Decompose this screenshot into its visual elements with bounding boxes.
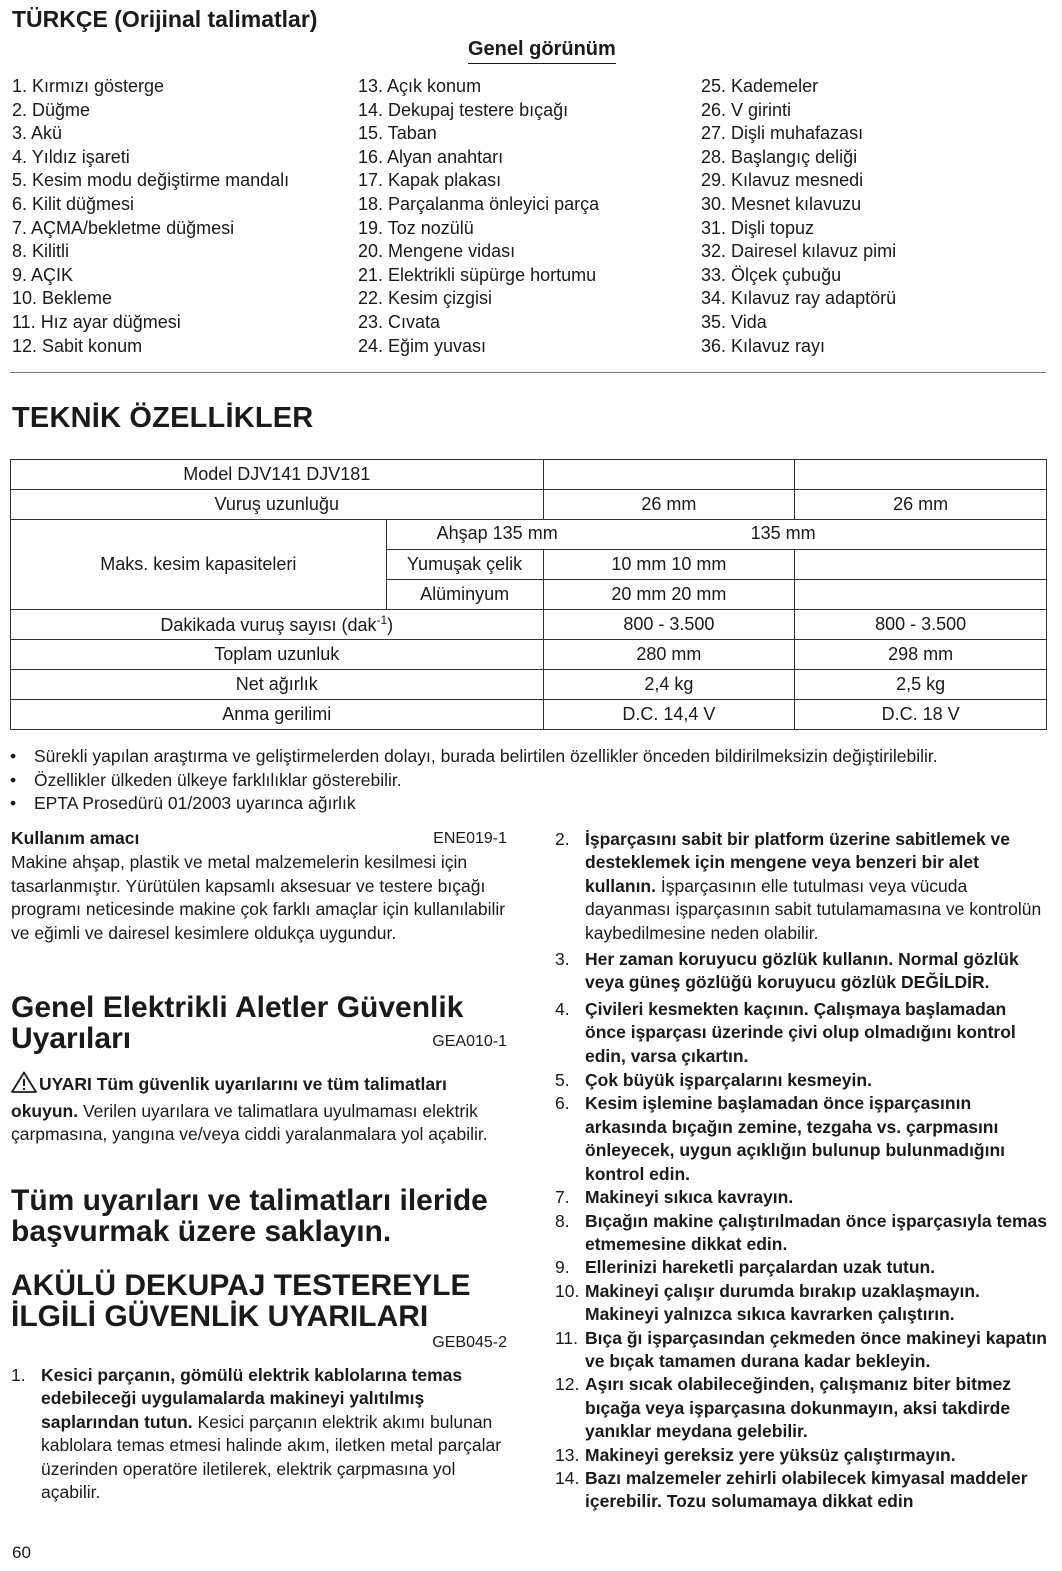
item-number: 10. — [555, 1280, 580, 1301]
list-item: 2. Düğme — [12, 99, 91, 120]
list-item: 20. Mengene vidası — [358, 241, 516, 262]
table-cell: 800 - 3.500 — [543, 610, 795, 640]
item-text: İşparçasının elle tutulması veya vücuda dayanması işparçasının sabit tutulamamasına ve kontrolün kaybedilmesine neden olabilir. — [585, 875, 1042, 943]
table-cell — [795, 550, 1047, 580]
parts-list-column-2 — [358, 75, 599, 358]
item-number: 5. — [555, 1070, 570, 1091]
table-row — [11, 640, 1047, 670]
safety-item — [555, 1467, 1050, 1514]
jigsaw-safety-section — [11, 1270, 507, 1504]
table-cell: 26 mm — [795, 490, 1047, 520]
general-safety-section — [11, 992, 507, 1147]
aluminium-label: Alüminyum — [386, 580, 543, 610]
list-item: 13. Açık konum — [358, 76, 482, 96]
list-item — [10, 769, 938, 793]
item-number: 8. — [555, 1210, 570, 1231]
list-item: 17. Kapak plakası — [358, 170, 502, 191]
item-bold: Her zaman koruyucu gözlük kullanın. Normal gözlük veya güneş gözlüğü koruyucu gözlük DEĞİLDİR. — [585, 949, 1019, 993]
list-item: 21. Elektrikli süpürge hortumu — [358, 264, 597, 285]
list-item: 30. Mesnet kılavuzu — [701, 193, 862, 214]
list-item: 29. Kılavuz mesnedi — [701, 170, 864, 191]
list-item: 11. Hız ayar düğmesi — [12, 311, 181, 332]
model-cell: Model DJV141 DJV181 — [11, 460, 544, 490]
length-label: Toplam uzunluk — [11, 640, 544, 670]
safety-item — [555, 1256, 1050, 1279]
max-cut-label: Maks. kesim kapasiteleri — [11, 520, 387, 610]
list-item: 32. Dairesel kılavuz pimi — [701, 241, 897, 262]
item-bold: İşparçasını sabit bir platform üzerine sabitlemek ve desteklemek için mengene veya benzeri bir alet kullanın. — [585, 829, 1011, 896]
wood-value-a: Ahşap 135 mm — [436, 523, 558, 543]
safety-list-right — [555, 828, 1050, 1514]
parts-list-column-1 — [12, 75, 289, 358]
safety-item — [555, 1280, 1050, 1327]
warning-paragraph — [11, 1071, 507, 1147]
list-item: 36. Kılavuz rayı — [701, 335, 826, 356]
safety-item — [555, 1186, 1050, 1209]
wood-value-b: 135 mm — [750, 523, 816, 543]
list-item: 16. Alyan anahtarı — [358, 146, 504, 167]
list-item: 22. Kesim çizgisi — [358, 288, 493, 309]
table-row — [11, 610, 1047, 640]
table-row — [11, 700, 1047, 730]
list-item: 4. Yıldız işareti — [12, 146, 130, 167]
list-item: 14. Dekupaj testere bıçağı — [358, 99, 569, 120]
item-number: 14. — [555, 1467, 580, 1488]
item-number: 13. — [555, 1444, 580, 1465]
list-item: 18. Parçalanma önleyici parça — [358, 193, 600, 214]
warning-triangle-icon — [11, 1071, 37, 1100]
list-item: 12. Sabit konum — [12, 335, 143, 356]
save-instructions-heading: Tüm uyarıları ve talimatları ileride başvurmak üzere saklayın. — [11, 1184, 488, 1248]
item-bold: Makineyi sıkıca kavrayın. — [585, 1187, 794, 1208]
item-number: 12. — [555, 1374, 580, 1395]
note-text: Özellikler ülkeden ülkeye farklılıklar gösterebilir. — [34, 769, 402, 790]
safety-item — [555, 1092, 1050, 1186]
list-item: 7. AÇMA/bekletme düğmesi — [12, 217, 235, 238]
item-number: 9. — [555, 1257, 570, 1278]
spec-notes — [10, 745, 938, 816]
note-text: Sürekli yapılan araştırma ve geliştirmelerden dolayı, burada belirtilen özellikler önceden bildirilmeksizin değiştirilebilir. — [34, 746, 938, 766]
list-item: 10. Bekleme — [12, 288, 113, 309]
list-item: 19. Toz nozülü — [358, 217, 474, 238]
table-cell: 298 mm — [795, 640, 1047, 670]
table-cell: 2,4 kg — [543, 670, 795, 700]
warning-bold: UYARI Tüm güvenlik uyarılarını ve tüm talimatları okuyun. — [11, 1074, 447, 1121]
item-bold: Ellerinizi hareketli parçalardan uzak tutun. — [585, 1257, 936, 1278]
intended-use-text: Makine ahşap, plastik ve metal malzemelerin kesilmesi için tasarlanmıştır. Yürütülen kapsamlı aksesuar ve testere bıçağı programı neticesinde makine çok farklı amaçlar için kullanılabilir ve eğimli ve dairesel kesimlere oldukça uygundur. — [11, 852, 506, 943]
safety-item-1 — [11, 1364, 507, 1504]
safety-item — [555, 1069, 1050, 1092]
list-item: 6. Kilit düğmesi — [12, 193, 135, 214]
spm-label-sup: -1 — [376, 613, 388, 627]
safety-item — [555, 998, 1050, 1068]
list-item: 9. AÇIK — [12, 264, 74, 285]
list-item: 24. Eğim yuvası — [358, 335, 487, 356]
item-bold: Çok büyük işparçalarını kesmeyin. — [585, 1070, 872, 1091]
mild-steel-label: Yumuşak çelik — [386, 550, 543, 580]
safety-item — [555, 828, 1050, 945]
table-row — [11, 460, 1047, 490]
spm-label — [11, 610, 544, 640]
item-number: 11. — [555, 1327, 579, 1348]
item-text: Kesici parçanın elektrik akımı bulunan kablolara temas etmesi halinde akım, iletken metal parçalar üzerinden operatöre iletilerek, elektrik çarpmasına yol açabilir. — [41, 1411, 502, 1503]
voltage-label: Anma gerilimi — [11, 700, 544, 730]
list-item: 15. Taban — [358, 123, 437, 144]
list-item: 8. Kilitli — [12, 241, 70, 262]
table-cell: 2,5 kg — [795, 670, 1047, 700]
list-item: 1. Kırmızı gösterge — [12, 76, 165, 96]
item-bold: Makineyi çalışır durumda bırakıp uzaklaşmayın. Makineyi yalnızca sıkıca kavrarken çalıştırın. — [585, 1280, 980, 1325]
table-cell: D.C. 14,4 V — [543, 700, 795, 730]
list-item — [10, 745, 938, 769]
item-number: 2. — [555, 829, 570, 849]
list-item — [10, 792, 938, 816]
jigsaw-safety-heading: AKÜLÜ DEKUPAJ TESTEREYLE İLGİLİ GÜVENLİK UYARILARI — [11, 1269, 471, 1333]
warning-text: Verilen uyarılara ve talimatlara uyulmaması elektrik çarpmasına, yangına ve/veya ciddi yaralanmalara yol açabilir. — [11, 1100, 488, 1145]
list-item: 25. Kademeler — [701, 76, 819, 96]
table-cell — [543, 460, 795, 490]
spm-label-text: Dakikada vuruş sayısı (dak — [160, 615, 377, 635]
table-cell: 20 mm 20 mm — [543, 580, 795, 610]
intended-use-section — [11, 828, 507, 945]
item-number: 3. — [555, 949, 570, 970]
item-bold: Çivileri kesmekten kaçının. Çalışmaya başlamadan önce işparçası üzerinde çivi olup olmadığını kontrol edin, varsa çıkartın. — [585, 998, 1016, 1066]
overview-heading: Genel görünüm — [468, 38, 616, 64]
weight-label: Net ağırlık — [11, 670, 544, 700]
item-bold: Makineyi gereksiz yere yüksüz çalıştırmayın. — [585, 1444, 956, 1465]
specs-table — [10, 459, 1047, 730]
wood-row-cell — [386, 520, 1046, 550]
table-cell: 280 mm — [543, 640, 795, 670]
table-row — [11, 490, 1047, 520]
intended-use-heading: Kullanım amacı — [11, 828, 140, 848]
list-item: 34. Kılavuz ray adaptörü — [701, 288, 897, 309]
safety-item — [555, 1373, 1050, 1443]
item-number: 1. — [11, 1365, 26, 1385]
list-item: 23. Cıvata — [358, 311, 441, 332]
table-cell — [795, 580, 1047, 610]
section-code: GEB045-2 — [432, 1334, 507, 1351]
table-row — [11, 670, 1047, 700]
table-cell: 10 mm 10 mm — [543, 550, 795, 580]
item-bold: Kesim işlemine başlamadan önce işparçasının arkasında bıçağın zemine, tezgaha vs. çarpmasını önleyecek, uygun açıklığın bulunup bulunmadığını kontrol edin. — [585, 1093, 1006, 1184]
table-cell — [795, 460, 1047, 490]
safety-item — [555, 948, 1050, 995]
table-cell: 26 mm — [543, 490, 795, 520]
list-item: 26. V girinti — [701, 99, 792, 120]
item-number: 6. — [555, 1093, 570, 1114]
bullet: • — [10, 793, 17, 814]
parts-list-column-3 — [701, 75, 896, 358]
list-item: 27. Dişli muhafazası — [701, 123, 864, 144]
table-cell: D.C. 18 V — [795, 700, 1047, 730]
list-item: 3. Akü — [12, 123, 63, 144]
page-title: TÜRKÇE (Orijinal talimatlar) — [12, 6, 318, 32]
list-item: 35. Vida — [701, 311, 767, 332]
specs-heading: TEKNİK ÖZELLİKLER — [12, 402, 314, 434]
item-bold: Bıça ğı işparçasından çekmeden önce makineyi kapatın ve bıçak tamamen durana kadar bekleyin. — [585, 1327, 1047, 1371]
safety-item — [555, 1210, 1050, 1257]
item-bold: Bıçağın makine çalıştırılmadan önce işparçasıyla temas etmemesine dikkat edin. — [585, 1210, 1048, 1254]
item-bold: Bazı malzemeler zehirli olabilecek kimyasal maddeler içerebilir. Tozu solumamaya dikkat edin — [585, 1467, 1028, 1512]
section-divider — [10, 372, 1046, 373]
stroke-label: Vuruş uzunluğu — [11, 490, 544, 520]
bullet: • — [10, 769, 17, 790]
item-number: 4. — [555, 998, 570, 1019]
save-instructions-section — [11, 1185, 507, 1247]
item-number: 7. — [555, 1187, 570, 1208]
safety-item — [555, 1444, 1050, 1467]
table-row — [11, 520, 1047, 550]
section-code: ENE019-1 — [433, 830, 507, 847]
note-text: EPTA Prosedürü 01/2003 uyarınca ağırlık — [34, 793, 356, 814]
item-bold: Aşırı sıcak olabileceğinden, çalışmanız biter bitmez bıçağa veya işparçasına dokunmayın, aksi takdirde yanıklar meydana gelebilir. — [585, 1374, 1011, 1442]
safety-item — [555, 1327, 1050, 1374]
general-safety-heading: Genel Elektrikli Aletler Güvenlik Uyarıları — [11, 991, 464, 1055]
list-item: 31. Dişli topuz — [701, 217, 815, 238]
spm-label-close: ) — [387, 615, 394, 635]
list-item: 33. Ölçek çubuğu — [701, 264, 842, 285]
table-cell: 800 - 3.500 — [795, 610, 1047, 640]
bullet: • — [10, 746, 17, 766]
page-number: 60 — [12, 1543, 31, 1562]
list-item: 28. Başlangıç deliği — [701, 146, 858, 167]
item-bold: Kesici parçanın, gömülü elektrik kablolarına temas edebileceği uygulamalarda makineyi yalıtılmış saplarından tutun. — [41, 1365, 463, 1432]
section-code: GEA010-1 — [432, 1033, 507, 1050]
list-item: 5. Kesim modu değiştirme mandalı — [12, 170, 290, 191]
